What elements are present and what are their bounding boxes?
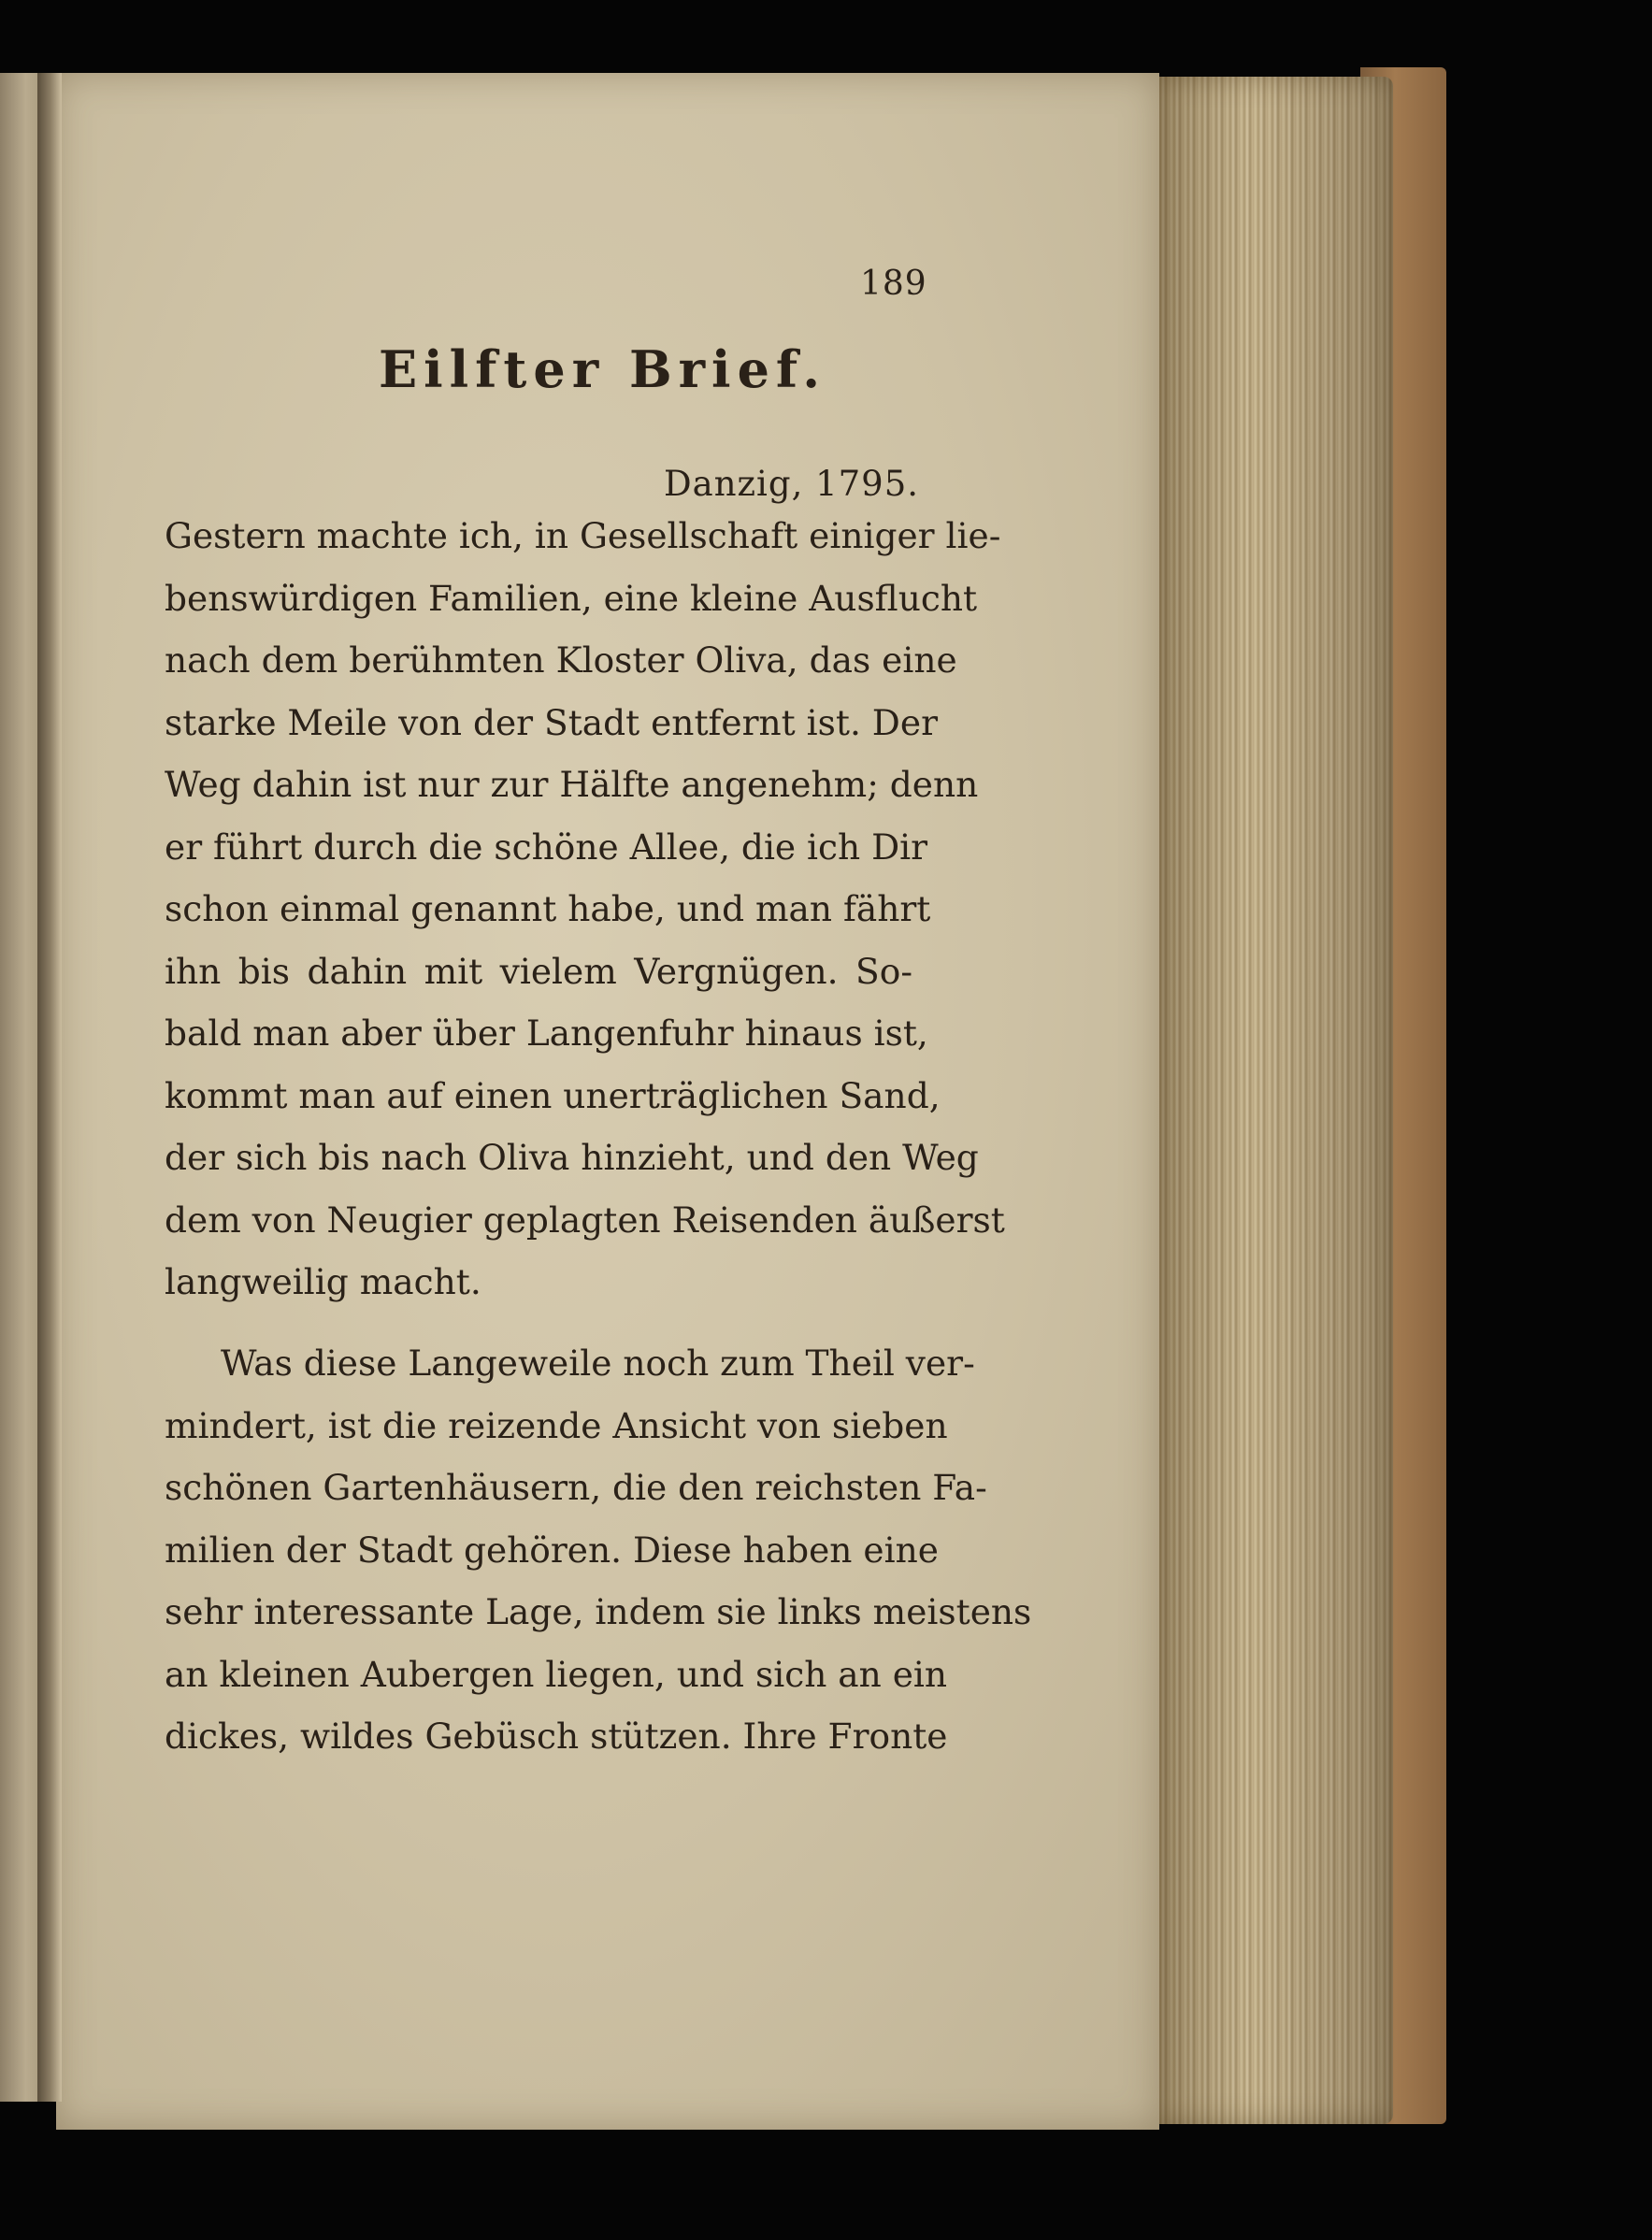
text-line: an kleinen Aubergen liegen, und sich an ein <box>165 1653 948 1695</box>
text-line: kommt man auf einen unerträglichen Sand, <box>165 1074 941 1116</box>
book-gutter <box>37 73 62 2102</box>
paragraph-2 <box>165 1332 1032 1768</box>
text-line: mindert, ist die reizende Ansicht von sieben <box>165 1404 948 1446</box>
text-line: er führt durch die schöne Allee, die ich Dir <box>165 826 928 868</box>
paragraph-1 <box>165 505 1005 1314</box>
text-line: Gestern machte ich, in Gesellschaft einiger lie- <box>165 515 1001 556</box>
letter-title: Eilfter Brief. <box>379 339 827 399</box>
text-line: ihn bis dahin mit vielem Vergnügen. So- <box>165 950 912 992</box>
dateline: Danzig, 1795. <box>664 464 920 504</box>
text-line: benswürdigen Familien, eine kleine Ausflucht <box>165 577 978 619</box>
page-number: 189 <box>860 265 927 303</box>
text-line: sehr interessante Lage, indem sie links meistens <box>165 1591 1032 1632</box>
page-text <box>56 73 1159 2130</box>
text-line: nach dem berühmten Kloster Oliva, das eine <box>165 639 957 681</box>
text-line: dem von Neugier geplagten Reisenden äußerst <box>165 1199 1005 1241</box>
book-page <box>56 73 1159 2130</box>
text-line: Was diese Langeweile noch zum Theil ver- <box>221 1343 975 1384</box>
text-line: dickes, wildes Gebüsch stützen. Ihre Fronte <box>165 1716 948 1757</box>
page-fore-edge-shadow <box>1155 77 1393 2124</box>
text-line: Weg dahin ist nur zur Hälfte angenehm; denn <box>165 764 979 805</box>
text-line: langweilig macht. <box>165 1261 481 1302</box>
text-line: der sich bis nach Oliva hinzieht, und den Weg <box>165 1137 979 1178</box>
text-line: milien der Stadt gehören. Diese haben eine <box>165 1529 939 1571</box>
text-line: schon einmal genannt habe, und man fährt <box>165 888 931 929</box>
text-line: schönen Gartenhäusern, die den reichsten Fa- <box>165 1467 987 1508</box>
text-line: starke Meile von der Stadt entfernt ist. Der <box>165 701 938 743</box>
text-line: bald man aber über Langenfuhr hinaus ist, <box>165 1012 928 1054</box>
